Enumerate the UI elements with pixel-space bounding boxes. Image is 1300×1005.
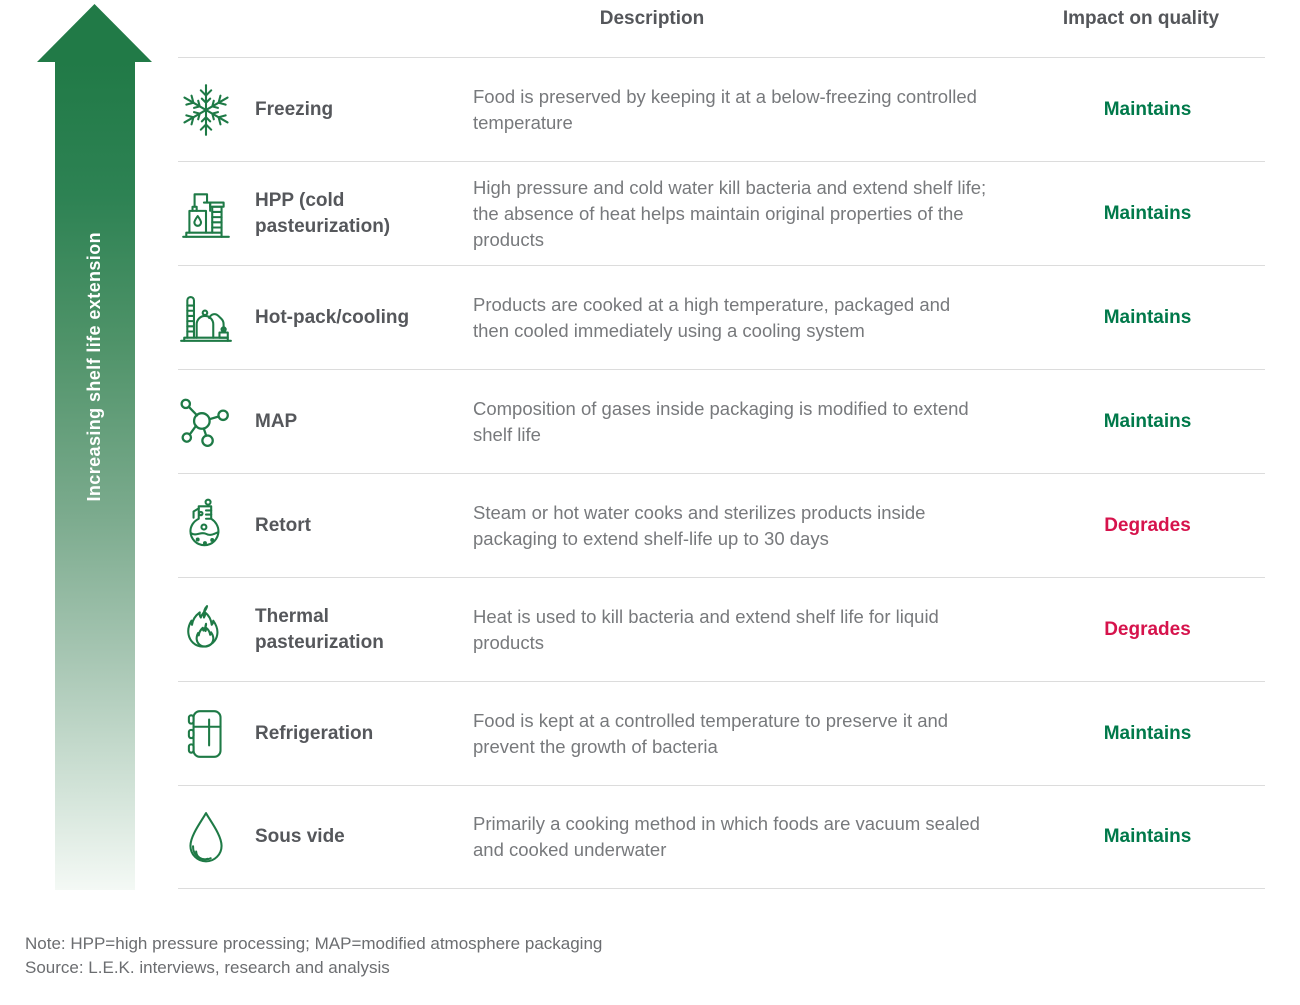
table-row [178, 265, 1265, 369]
impact-value: Maintains [1103, 98, 1192, 120]
arrow-head [37, 4, 152, 62]
table-row [178, 473, 1265, 577]
method-description: Food is preserved by keeping it at a below-freezing controlled temperature [473, 85, 977, 133]
method-label: Thermal pasteurization [255, 605, 384, 653]
impact-value: Degrades [1104, 514, 1191, 536]
table-row [178, 785, 1265, 889]
table-row [178, 577, 1265, 681]
method-label: Sous vide [255, 826, 345, 847]
methods-table [178, 0, 1265, 889]
table-header [178, 0, 1265, 57]
factory-icon [178, 290, 234, 346]
method-label: HPP (cold pasteurization) [255, 189, 391, 237]
description-column-header: Description [599, 8, 705, 29]
impact-value: Maintains [1103, 306, 1192, 328]
source-line: Source: L.E.K. interviews, research and analysis [25, 958, 390, 977]
method-label: Retort [255, 514, 311, 536]
table-row [178, 57, 1265, 161]
method-label: Freezing [255, 98, 334, 120]
method-description: Food is kept at a controlled temperature to preserve it and prevent the growth of bacteria [473, 709, 949, 757]
impact-value: Maintains [1103, 722, 1192, 744]
snowflake-icon [178, 82, 234, 138]
method-label: MAP [255, 410, 298, 432]
note-line: Note: HPP=high pressure processing; MAP=modified atmosphere packaging [25, 934, 603, 953]
table-row [178, 681, 1265, 785]
fridge-icon [178, 706, 234, 762]
flask-icon [178, 498, 234, 554]
method-description: High pressure and cold water kill bacteria and extend shelf life; the absence of heat helps maintain original properties of the products [473, 176, 987, 250]
molecule-icon [178, 394, 234, 450]
impact-value: Degrades [1104, 618, 1191, 640]
impact-value: Maintains [1103, 410, 1192, 432]
shelf-life-arrow [37, 4, 152, 890]
impact-value: Maintains [1103, 202, 1192, 224]
hpp-machine-icon [178, 186, 234, 242]
method-label: Hot-pack/cooling [255, 306, 410, 328]
arrow-label: Increasing shelf life extension [84, 232, 104, 502]
method-label: Refrigeration [255, 722, 374, 744]
table-row [178, 369, 1265, 473]
impact-column-header: Impact on quality [1062, 8, 1220, 29]
method-description: Composition of gases inside packaging is modified to extend shelf life [473, 397, 969, 445]
method-description: Heat is used to kill bacteria and extend shelf life for liquid products [473, 605, 939, 653]
water-drop-icon [178, 809, 234, 865]
footnotes [25, 932, 602, 980]
method-description: Products are cooked at a high temperature, packaged and then cooled immediately using a cooling system [473, 293, 951, 341]
method-description: Steam or hot water cooks and sterilizes products inside packaging to extend shelf-life up to 30 days [473, 501, 926, 549]
method-description: Primarily a cooking method in which foods are vacuum sealed and cooked underwater [473, 813, 980, 860]
table-row [178, 161, 1265, 265]
impact-value: Maintains [1103, 826, 1192, 847]
flame-icon [178, 602, 234, 658]
